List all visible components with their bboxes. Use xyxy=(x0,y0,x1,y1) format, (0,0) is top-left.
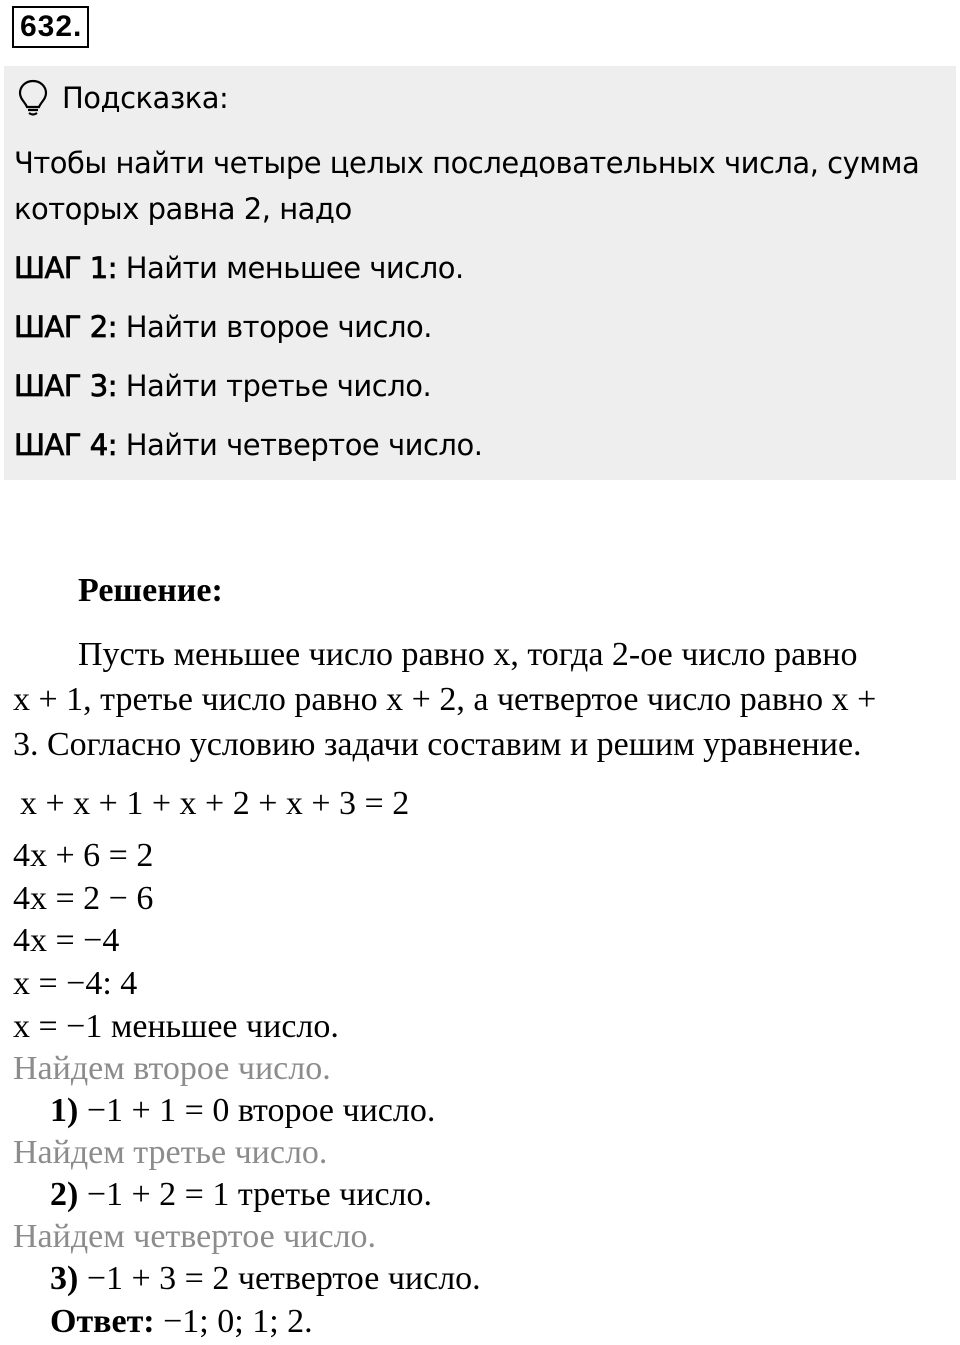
step-label: ШАГ 2: xyxy=(14,310,117,344)
solution-paragraph-line-2: x + 1, третье число равно x + 2, а четвертое число равно x + xyxy=(13,681,877,718)
equation-line: x + x + 1 + x + 2 + x + 3 = 2 xyxy=(20,785,410,822)
hint-box xyxy=(4,66,956,480)
hint-intro-line-2: которых равна 2, надо xyxy=(14,192,352,226)
step-label: ШАГ 1: xyxy=(14,251,117,285)
answer-label: Ответ: xyxy=(50,1303,155,1340)
find-second-label: Найдем второе число. xyxy=(13,1050,331,1087)
hint-step-2 xyxy=(14,307,432,347)
find-third-label: Найдем третье число. xyxy=(13,1134,328,1171)
equation-line: x = −1 меньшее число. xyxy=(13,1008,339,1045)
equation-line: 4x = −4 xyxy=(13,922,120,959)
step-label: ШАГ 3: xyxy=(14,369,117,403)
step-number: 3) xyxy=(50,1260,79,1297)
equation-line: x = −4: 4 xyxy=(13,965,138,1002)
solution-paragraph-line-3: 3. Согласно условию задачи составим и решим уравнение. xyxy=(13,726,862,763)
solution-paragraph-line-1: Пусть меньшее число равно x, тогда 2-ое число равно xyxy=(78,636,858,673)
equation-line: 4x = 2 − 6 xyxy=(13,880,154,917)
hint-title: Подсказка: xyxy=(62,81,229,115)
hint-intro xyxy=(14,140,944,232)
hint-step-3 xyxy=(14,366,431,406)
step-3-line xyxy=(50,1260,481,1298)
step-label: ШАГ 4: xyxy=(14,428,117,462)
problem-number: 632. xyxy=(12,6,89,48)
step-number: 2) xyxy=(50,1176,79,1213)
hint-step-1 xyxy=(14,248,464,288)
step-text: Найти третье число. xyxy=(116,369,432,403)
step-text: Найти четвертое число. xyxy=(116,428,483,462)
hint-step-4 xyxy=(14,425,482,465)
step-expression: −1 + 2 = 1 третье число. xyxy=(78,1176,433,1213)
answer-line xyxy=(50,1303,313,1341)
find-fourth-label: Найдем четвертое число. xyxy=(13,1218,377,1255)
hint-header xyxy=(18,78,228,118)
step-1-line xyxy=(50,1092,435,1130)
solution-heading: Решение: xyxy=(78,572,223,609)
step-expression: −1 + 1 = 0 второе число. xyxy=(78,1092,436,1129)
equation-line: 4x + 6 = 2 xyxy=(13,837,154,874)
step-number: 1) xyxy=(50,1092,79,1129)
hint-intro-line-1: Чтобы найти четыре целых последовательных числа, сумма xyxy=(14,146,920,180)
answer-value: −1; 0; 1; 2. xyxy=(154,1303,313,1340)
step-text: Найти меньшее число. xyxy=(116,251,464,285)
step-text: Найти второе число. xyxy=(116,310,432,344)
lightbulb-icon xyxy=(18,79,48,117)
step-expression: −1 + 3 = 2 четвертое число. xyxy=(78,1260,481,1297)
step-2-line xyxy=(50,1176,432,1214)
